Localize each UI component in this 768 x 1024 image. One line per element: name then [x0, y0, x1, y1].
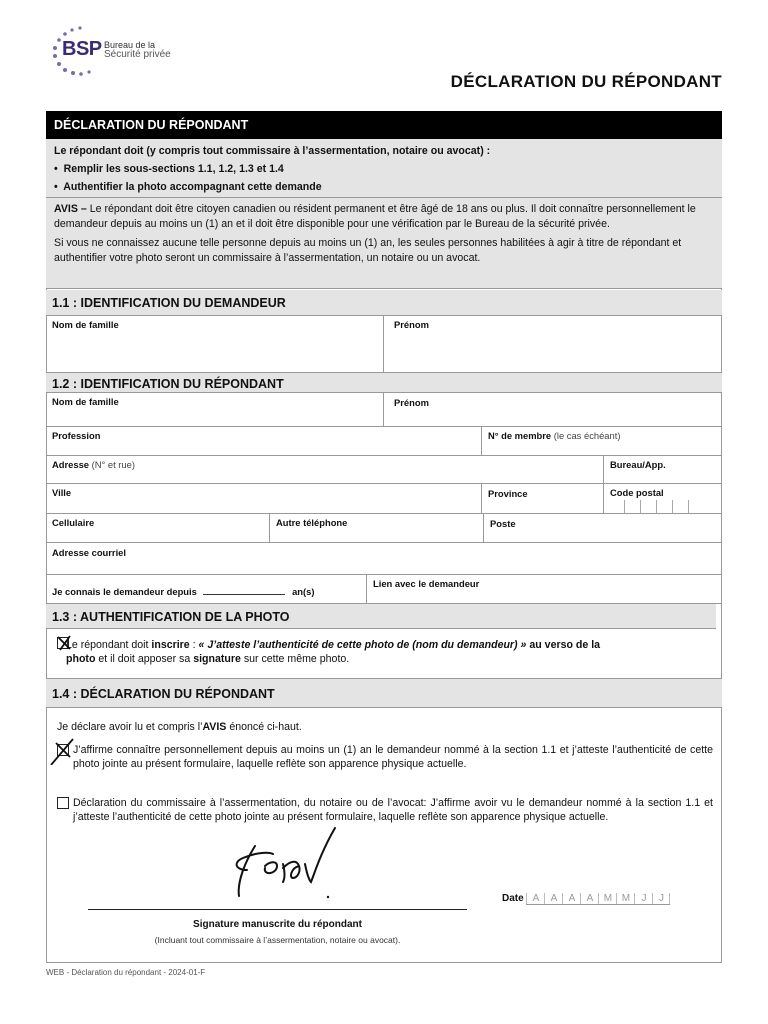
intro-block: [46, 139, 722, 289]
date-label: Date: [502, 893, 524, 904]
checkmark-x-icon: [46, 737, 74, 765]
logo-abbr: BSP: [62, 38, 102, 60]
relationship-field[interactable]: Lien avec le demandeur: [367, 575, 722, 604]
respondent-firstname-field[interactable]: Prénom: [384, 393, 722, 427]
applicant-firstname-field[interactable]: Prénom: [384, 316, 722, 373]
section-1-1-title: 1.1 : IDENTIFICATION DU DEMANDEUR: [46, 290, 722, 316]
declaration-statement: Je déclare avoir lu et compris l’AVIS énoncé ci-haut.: [57, 721, 302, 733]
known-since-field[interactable]: Je connais le demandeur depuis an(s): [46, 575, 367, 604]
postal-code-field[interactable]: Code postal: [604, 484, 722, 514]
intro-bullet-2: • Authentifier la photo accompagnant cette demande: [54, 181, 322, 193]
cellphone-field[interactable]: Cellulaire: [46, 514, 270, 543]
logo-subtitle: [104, 40, 171, 60]
document-title: DÉCLARATION DU RÉPONDANT: [450, 72, 722, 91]
intro-bullet-1: • Remplir les sous-sections 1.1, 1.2, 1.3 et 1.4: [54, 163, 284, 175]
section-header-bar: DÉCLARATION DU RÉPONDANT: [46, 111, 722, 139]
profession-field[interactable]: Profession: [46, 427, 482, 456]
photo-auth-text: Le répondant doit inscrire : « J’atteste l’authenticité de cette photo de (nom du demandeur) » au verso de la photo et il doit apposer sa signature sur cette même photo.: [66, 639, 601, 665]
postal-code-cells: [624, 500, 704, 513]
signature-label: Signature manuscrite du répondant: [193, 919, 362, 930]
respondent-lastname-field[interactable]: Nom de famille: [46, 393, 384, 427]
date-cells[interactable]: A A A A M M J J: [526, 893, 670, 905]
intro-paragraph-2: Si vous ne connaissez aucune telle personne depuis au moins un (1) an, les seules personnes habilitées à agir à titre de répondant et authentifier votre photo seront un commissaire à l’assermentation, un notaire ou un avocat.: [54, 237, 682, 264]
logo-line2: Sécurité privée: [104, 49, 171, 60]
other-phone-field[interactable]: Autre téléphone: [270, 514, 484, 543]
section-1-2-title: 1.2 : IDENTIFICATION DU RÉPONDANT: [46, 373, 722, 393]
handwritten-signature: [225, 822, 355, 902]
city-field[interactable]: Ville: [46, 484, 482, 514]
suite-field[interactable]: Bureau/App.: [604, 456, 722, 484]
section-1-4-title: 1.4 : DÉCLARATION DU RÉPONDANT: [46, 678, 722, 708]
known-since-years-input[interactable]: [203, 587, 285, 595]
province-field[interactable]: Province: [482, 484, 604, 514]
address-field[interactable]: Adresse (N° et rue): [46, 456, 604, 484]
member-number-field[interactable]: N° de membre (le cas échéant): [482, 427, 722, 456]
section-1-3-title: 1.3 : AUTHENTIFICATION DE LA PHOTO: [46, 604, 716, 629]
footer-text: WEB - Déclaration du répondant - 2024-01-F: [46, 968, 206, 977]
option2-text: Déclaration du commissaire à l’assermentation, du notaire ou de l’avocat: J’affirme avoir vu le demandeur nommé à la section 1.1 et j’atteste l’authenticité de cette photo jointe au présent formulaire, laquelle reflète son apparence physique actuelle.: [73, 797, 713, 823]
option1-checkbox[interactable]: [57, 744, 69, 756]
logo-line1: Bureau de la: [104, 40, 156, 50]
extension-field[interactable]: Poste: [484, 514, 722, 543]
date-field[interactable]: [502, 893, 670, 905]
option1-text: J’affirme connaître personnellement depuis au moins un (1) an le demandeur nommé à la section 1.1 et j’atteste l’authenticité de cette photo jointe au présent formulaire, laquelle reflète son apparence physique actuelle.: [73, 744, 713, 770]
option2-checkbox[interactable]: [57, 797, 69, 809]
intro-heading: Le répondant doit (y compris tout commissaire à l’assermentation, notaire ou avocat) :: [54, 145, 491, 157]
applicant-lastname-field[interactable]: Nom de famille: [46, 316, 384, 373]
bsp-logo: [50, 24, 190, 78]
signature-line: [88, 909, 467, 910]
avis-paragraph: AVIS – Le répondant doit être citoyen canadien ou résident permanent et être âgé de 18 ans ou plus. Il doit connaître personnellement le demandeur depuis au moins un (1) an et il doit être disponible pour une vérification par le Bureau de la sécurité privée.: [54, 203, 696, 230]
signature-note: (Incluant tout commissaire à l’assermentation, notaire ou avocat).: [154, 935, 401, 945]
email-field[interactable]: Adresse courriel: [46, 543, 722, 575]
